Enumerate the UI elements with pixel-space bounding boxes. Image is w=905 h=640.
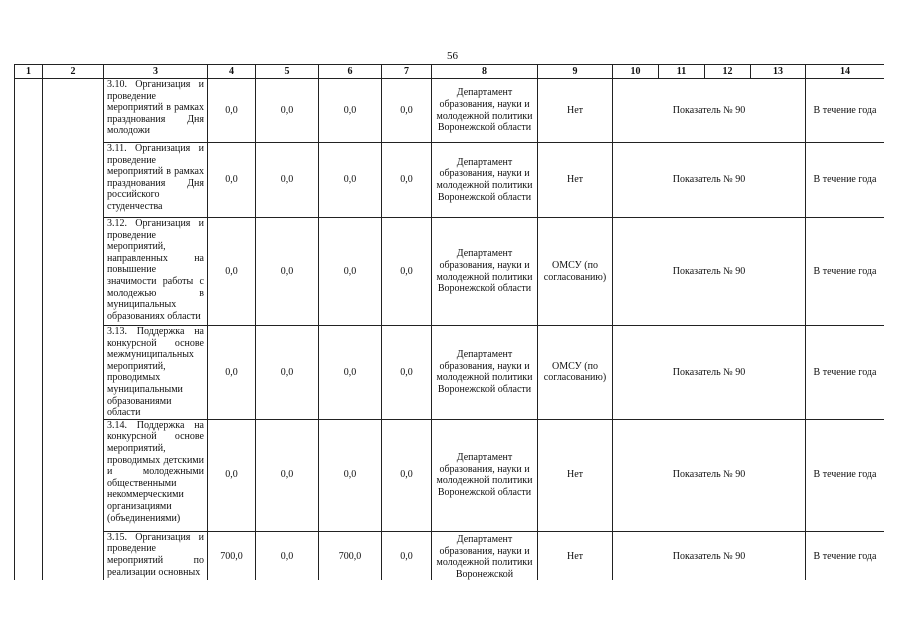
value-col5: 0,0 xyxy=(256,79,319,143)
responsible-department: Департамент образования, науки и молодежной политики Воронежской области xyxy=(432,218,538,326)
table-row xyxy=(15,143,885,218)
term-cell: В течение года xyxy=(806,326,885,420)
participants-cell: Нет xyxy=(538,531,613,580)
table-row xyxy=(15,79,885,143)
activity-description: 3.11. Организация и проведение мероприятий в рамках празднования Дня российского студенчества xyxy=(104,143,208,218)
column-header: 5 xyxy=(256,65,319,79)
value-col7: 0,0 xyxy=(382,218,432,326)
responsible-department: Департамент образования, науки и молодежной политики Воронежской xyxy=(432,531,538,580)
participants-cell: Нет xyxy=(538,143,613,218)
responsible-department: Департамент образования, науки и молодежной политики Воронежской области xyxy=(432,143,538,218)
column-header: 12 xyxy=(705,65,751,79)
table-row xyxy=(15,326,885,420)
column-header: 6 xyxy=(319,65,382,79)
term-cell: В течение года xyxy=(806,218,885,326)
indicator-cell: Показатель № 90 xyxy=(613,531,806,580)
participants-cell: Нет xyxy=(538,79,613,143)
table-row xyxy=(15,218,885,326)
column-header: 13 xyxy=(751,65,806,79)
value-col7: 0,0 xyxy=(382,143,432,218)
column-header: 8 xyxy=(432,65,538,79)
activity-description: 3.10. Организация и проведение мероприятий в рамках празднования Дня молодожи xyxy=(104,79,208,143)
value-col6: 0,0 xyxy=(319,419,382,531)
indicator-cell: Показатель № 90 xyxy=(613,326,806,420)
column-header: 11 xyxy=(659,65,705,79)
indicator-cell: Показатель № 90 xyxy=(613,419,806,531)
column-header: 1 xyxy=(15,65,43,79)
activity-description: 3.13. Поддержка на конкурсной основе межмуниципальных мероприятий, проводимых муниципальными образованиями области xyxy=(104,326,208,420)
value-col4: 0,0 xyxy=(208,143,256,218)
participants-cell: ОМСУ (по согласованию) xyxy=(538,326,613,420)
table-container xyxy=(14,64,884,580)
term-cell: В течение года xyxy=(806,79,885,143)
value-col7: 0,0 xyxy=(382,326,432,420)
value-col6: 0,0 xyxy=(319,218,382,326)
value-col4: 700,0 xyxy=(208,531,256,580)
participants-cell: ОМСУ (по согласованию) xyxy=(538,218,613,326)
activity-description: 3.12. Организация и проведение мероприятий, направленных на повышение значимости работы с молодежью в муниципальных образованиях области xyxy=(104,218,208,326)
responsible-department: Департамент образования, науки и молодежной политики Воронежской области xyxy=(432,79,538,143)
value-col4: 0,0 xyxy=(208,419,256,531)
column-header: 14 xyxy=(806,65,885,79)
value-col5: 0,0 xyxy=(256,531,319,580)
table-row xyxy=(15,531,885,580)
merged-cell-col2 xyxy=(43,79,104,581)
term-cell: В течение года xyxy=(806,143,885,218)
page-number: 56 xyxy=(447,50,458,62)
indicator-cell: Показатель № 90 xyxy=(613,79,806,143)
header-row xyxy=(15,65,885,79)
column-header: 10 xyxy=(613,65,659,79)
activities-table xyxy=(14,64,884,580)
value-col6: 0,0 xyxy=(319,143,382,218)
responsible-department: Департамент образования, науки и молодежной политики Воронежской области xyxy=(432,419,538,531)
merged-cell-col1 xyxy=(15,79,43,581)
value-col4: 0,0 xyxy=(208,218,256,326)
term-cell: В течение года xyxy=(806,531,885,580)
value-col4: 0,0 xyxy=(208,79,256,143)
participants-cell: Нет xyxy=(538,419,613,531)
value-col5: 0,0 xyxy=(256,326,319,420)
value-col6: 0,0 xyxy=(319,326,382,420)
column-header: 9 xyxy=(538,65,613,79)
value-col7: 0,0 xyxy=(382,531,432,580)
column-header: 3 xyxy=(104,65,208,79)
activity-description: 3.15. Организация и проведение мероприятий по реализации основных xyxy=(104,531,208,580)
value-col4: 0,0 xyxy=(208,326,256,420)
column-header: 7 xyxy=(382,65,432,79)
responsible-department: Департамент образования, науки и молодежной политики Воронежской области xyxy=(432,326,538,420)
value-col5: 0,0 xyxy=(256,143,319,218)
value-col7: 0,0 xyxy=(382,419,432,531)
term-cell: В течение года xyxy=(806,419,885,531)
value-col5: 0,0 xyxy=(256,218,319,326)
value-col6: 700,0 xyxy=(319,531,382,580)
indicator-cell: Показатель № 90 xyxy=(613,143,806,218)
activity-description: 3.14. Поддержка на конкурсной основе мероприятий, проводимых детскими и молодежными общественными некоммерческими организациями (объединениями) xyxy=(104,419,208,531)
indicator-cell: Показатель № 90 xyxy=(613,218,806,326)
value-col5: 0,0 xyxy=(256,419,319,531)
value-col6: 0,0 xyxy=(319,79,382,143)
column-header: 4 xyxy=(208,65,256,79)
value-col7: 0,0 xyxy=(382,79,432,143)
table-row xyxy=(15,419,885,531)
column-header: 2 xyxy=(43,65,104,79)
